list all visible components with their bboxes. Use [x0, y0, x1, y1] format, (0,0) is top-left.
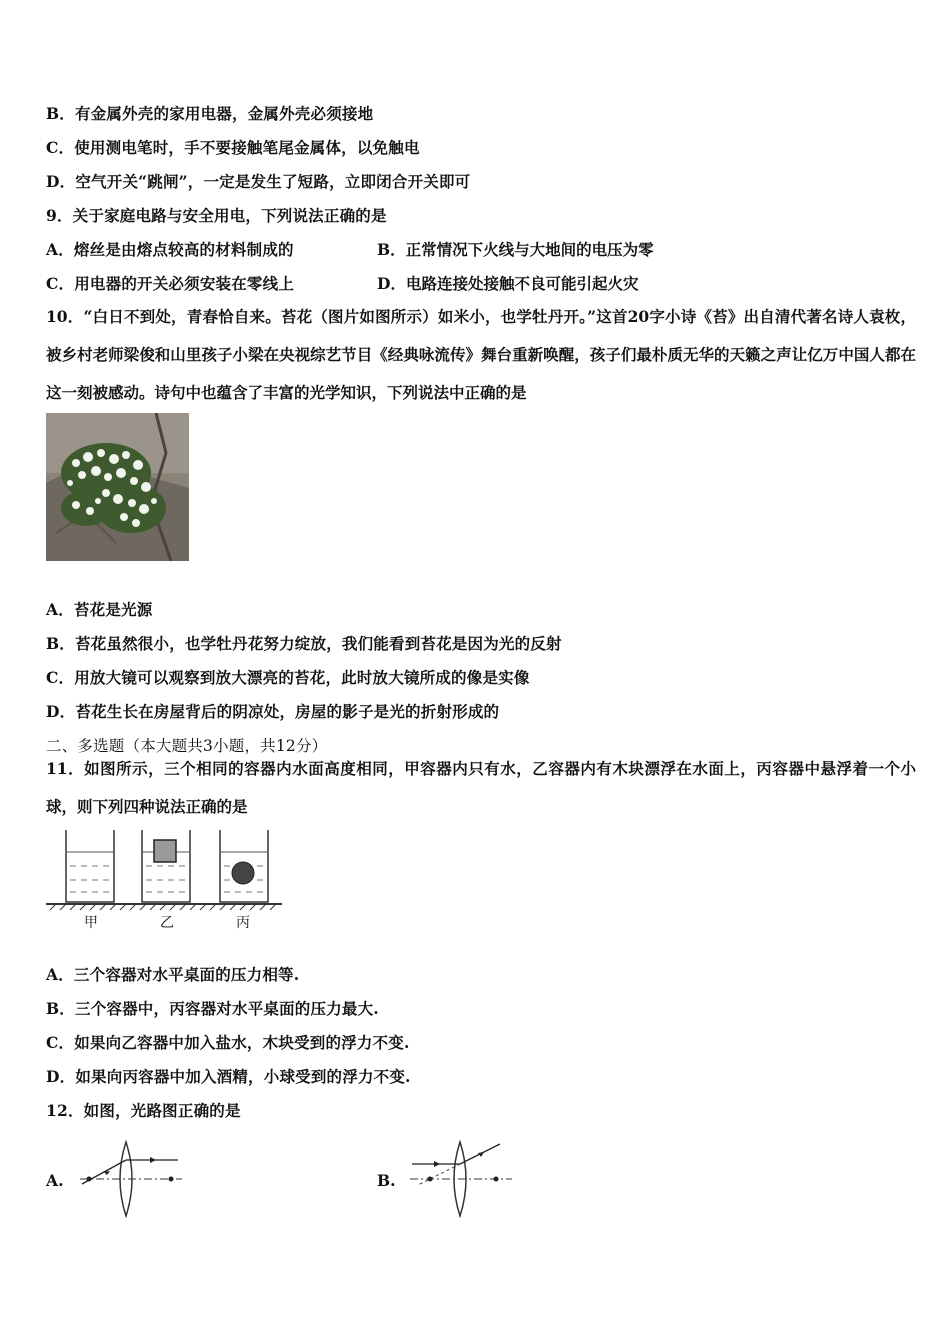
label-bing: 丙 [236, 915, 250, 931]
q9-option-a: A．熔丝是由熔点较高的材料制成的 [46, 240, 294, 259]
q9-stem: 9．关于家庭电路与安全用电，下列说法正确的是 [46, 206, 387, 225]
lens-diagram-b [404, 1138, 516, 1220]
q9-option-b: B．正常情况下火线与大地间的电压为零 [377, 240, 654, 259]
q12-stem: 12．如图，光路图正确的是 [46, 1101, 241, 1120]
q9-option-c: C．用电器的开关必须安装在零线上 [46, 274, 295, 293]
q10-option-b: B．苔花虽然很小，也学牡丹花努力绽放，我们能看到苔花是因为光的反射 [46, 634, 562, 653]
q11-stem: 11．如图所示，三个相同的容器内水面高度相同，甲容器内只有水，乙容器内有木块漂浮在水面上，丙容器中悬浮着一个小球，则下列四种说法正确的是 [46, 759, 916, 816]
q10-option-c: C．用放大镜可以观察到放大漂亮的苔花，此时放大镜所成的像是实像 [46, 668, 530, 687]
q8-option-c: C．使用测电笔时，手不要接触笔尾金属体，以免触电 [46, 138, 420, 157]
q11-option-b: B．三个容器中，丙容器对水平桌面的压力最大. [46, 999, 379, 1018]
label-jia: 甲 [84, 915, 98, 931]
section-heading: 二、多选题（本大题共3小题，共12分） [46, 737, 328, 755]
q8-option-b: B．有金属外壳的家用电器，金属外壳必须接地 [46, 104, 374, 123]
q9-option-d: D．电路连接处接触不良可能引起火灾 [377, 274, 639, 293]
q11-option-c: C．如果向乙容器中加入盐水，木块受到的浮力不变. [46, 1033, 410, 1052]
containers-figure [46, 826, 282, 934]
label-yi: 乙 [160, 915, 174, 931]
q11-option-a: A．三个容器对水平桌面的压力相等. [46, 965, 300, 984]
q12-label-b: B. [377, 1171, 396, 1190]
moss-flower-photo [46, 413, 189, 561]
q10-stem: 10．“白日不到处，青春恰自来。苔花（图片如图所示）如米小，也学牡丹开。”这首20字小诗《苔》出自清代著名诗人袁枚，被乡村老师梁俊和山里孩子小梁在央视综艺节目《经典咏流传》舞台重新唤醒，孩子们最朴质无华的天籁之声让亿万中国人都在这一刻被感动。诗句中也蕴含了丰富的光学知识，下列说法中正确的是 [46, 307, 916, 402]
q10-option-d: D．苔花生长在房屋背后的阴凉处，房屋的影子是光的折射形成的 [46, 702, 500, 721]
q8-option-d: D．空气开关“跳闸”，一定是发生了短路，立即闭合开关即可 [46, 172, 471, 191]
q11-option-d: D．如果向丙容器中加入酒精，小球受到的浮力不变. [46, 1067, 411, 1086]
q12-label-a: A. [46, 1171, 64, 1190]
lens-diagram-a [74, 1138, 186, 1220]
q10-option-a: A．苔花是光源 [46, 600, 153, 619]
